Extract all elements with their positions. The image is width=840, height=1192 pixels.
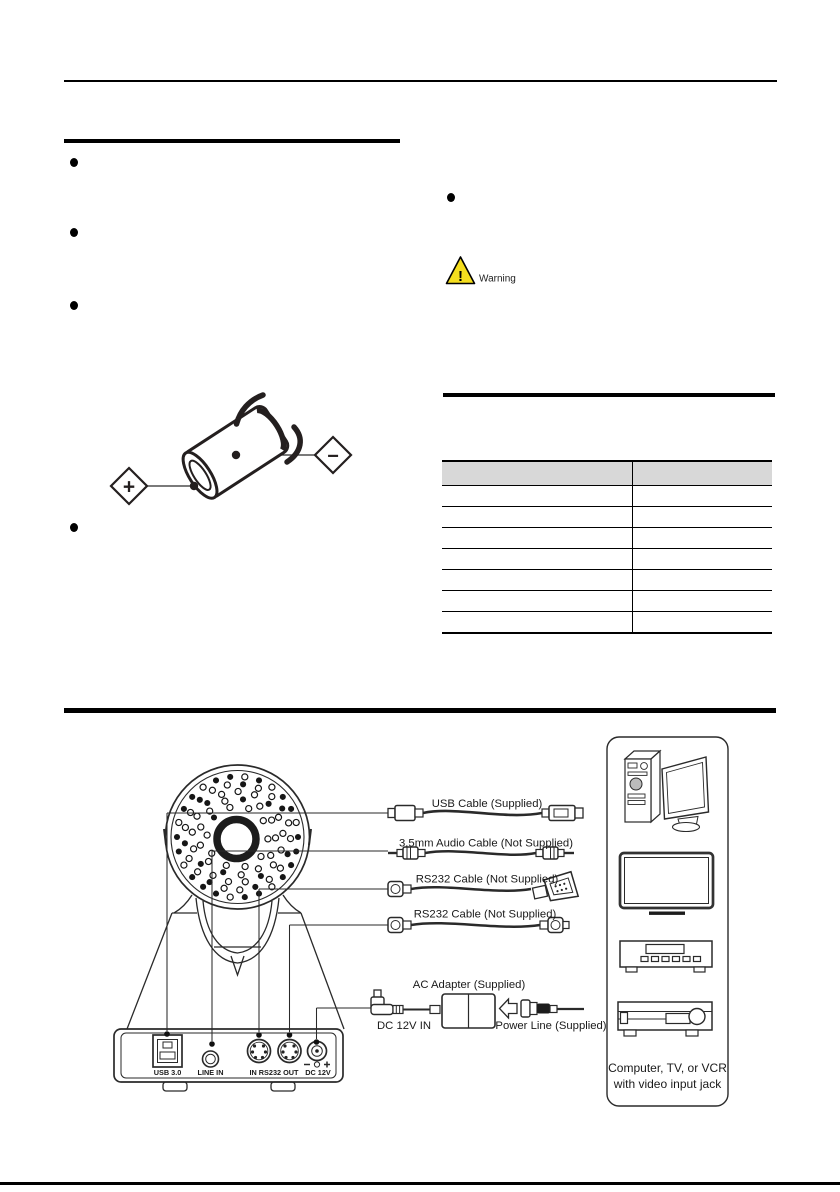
right-heading-underline: [443, 393, 775, 397]
usb-cable-label: USB Cable (Supplied): [431, 798, 543, 810]
bullet-right-1: [447, 193, 455, 202]
power-line-label: Power Line (Supplied): [495, 1020, 607, 1032]
lens-hole: [217, 820, 256, 859]
warning-label: Warning: [479, 273, 516, 285]
battery-figure: [100, 388, 380, 540]
minus-label: −: [327, 445, 339, 468]
warning-exclamation: !: [458, 268, 463, 285]
rs232-cable-1-label: RS232 Cable (Not Supplied): [415, 873, 559, 886]
ac-adapter-label: AC Adapter (Supplied): [412, 979, 526, 991]
computer-figure: [625, 751, 709, 832]
table-row: [442, 591, 772, 612]
bottom-rule: [0, 1182, 840, 1185]
table-row: [442, 507, 772, 528]
port-label-dc12v: DC 12V: [305, 1068, 331, 1077]
bullet-1: [70, 158, 78, 167]
table-row: [442, 570, 772, 591]
dc-in-label: DC 12V IN: [377, 1020, 431, 1032]
left-heading-underline: [64, 139, 400, 143]
section-divider: [64, 708, 776, 713]
bullet-4: [70, 523, 78, 532]
plus-label: +: [122, 475, 136, 499]
rs232-cable-2-label: RS232 Cable (Not Supplied): [413, 908, 557, 921]
connection-diagram: [60, 728, 780, 1152]
table-row: [442, 486, 772, 507]
device-caption-line2: with video input jack: [613, 1077, 722, 1091]
audio-cable-label: 3.5mm Audio Cable (Not Supplied): [399, 837, 573, 850]
port-label-linein: LINE IN: [197, 1068, 224, 1077]
tv-figure: [620, 853, 713, 915]
receiver-figure: [618, 1002, 712, 1036]
vcr-figure: [620, 941, 712, 972]
device-caption-line1: Computer, TV, or VCR: [608, 1061, 727, 1075]
spec-table-body: [442, 486, 772, 634]
top-rule: [64, 80, 777, 82]
table-row: [442, 612, 772, 634]
table-row: [442, 549, 772, 570]
left-arrow-icon: [500, 999, 518, 1018]
spec-table-header-row: [442, 461, 772, 486]
warning-figure: [440, 252, 550, 292]
bullet-2: [70, 228, 78, 237]
table-row: [442, 528, 772, 549]
spec-table: [442, 460, 772, 634]
bullet-3: [70, 301, 78, 310]
port-label-usb: USB 3.0: [153, 1068, 182, 1077]
port-label-rs232: IN RS232 OUT: [249, 1068, 299, 1077]
